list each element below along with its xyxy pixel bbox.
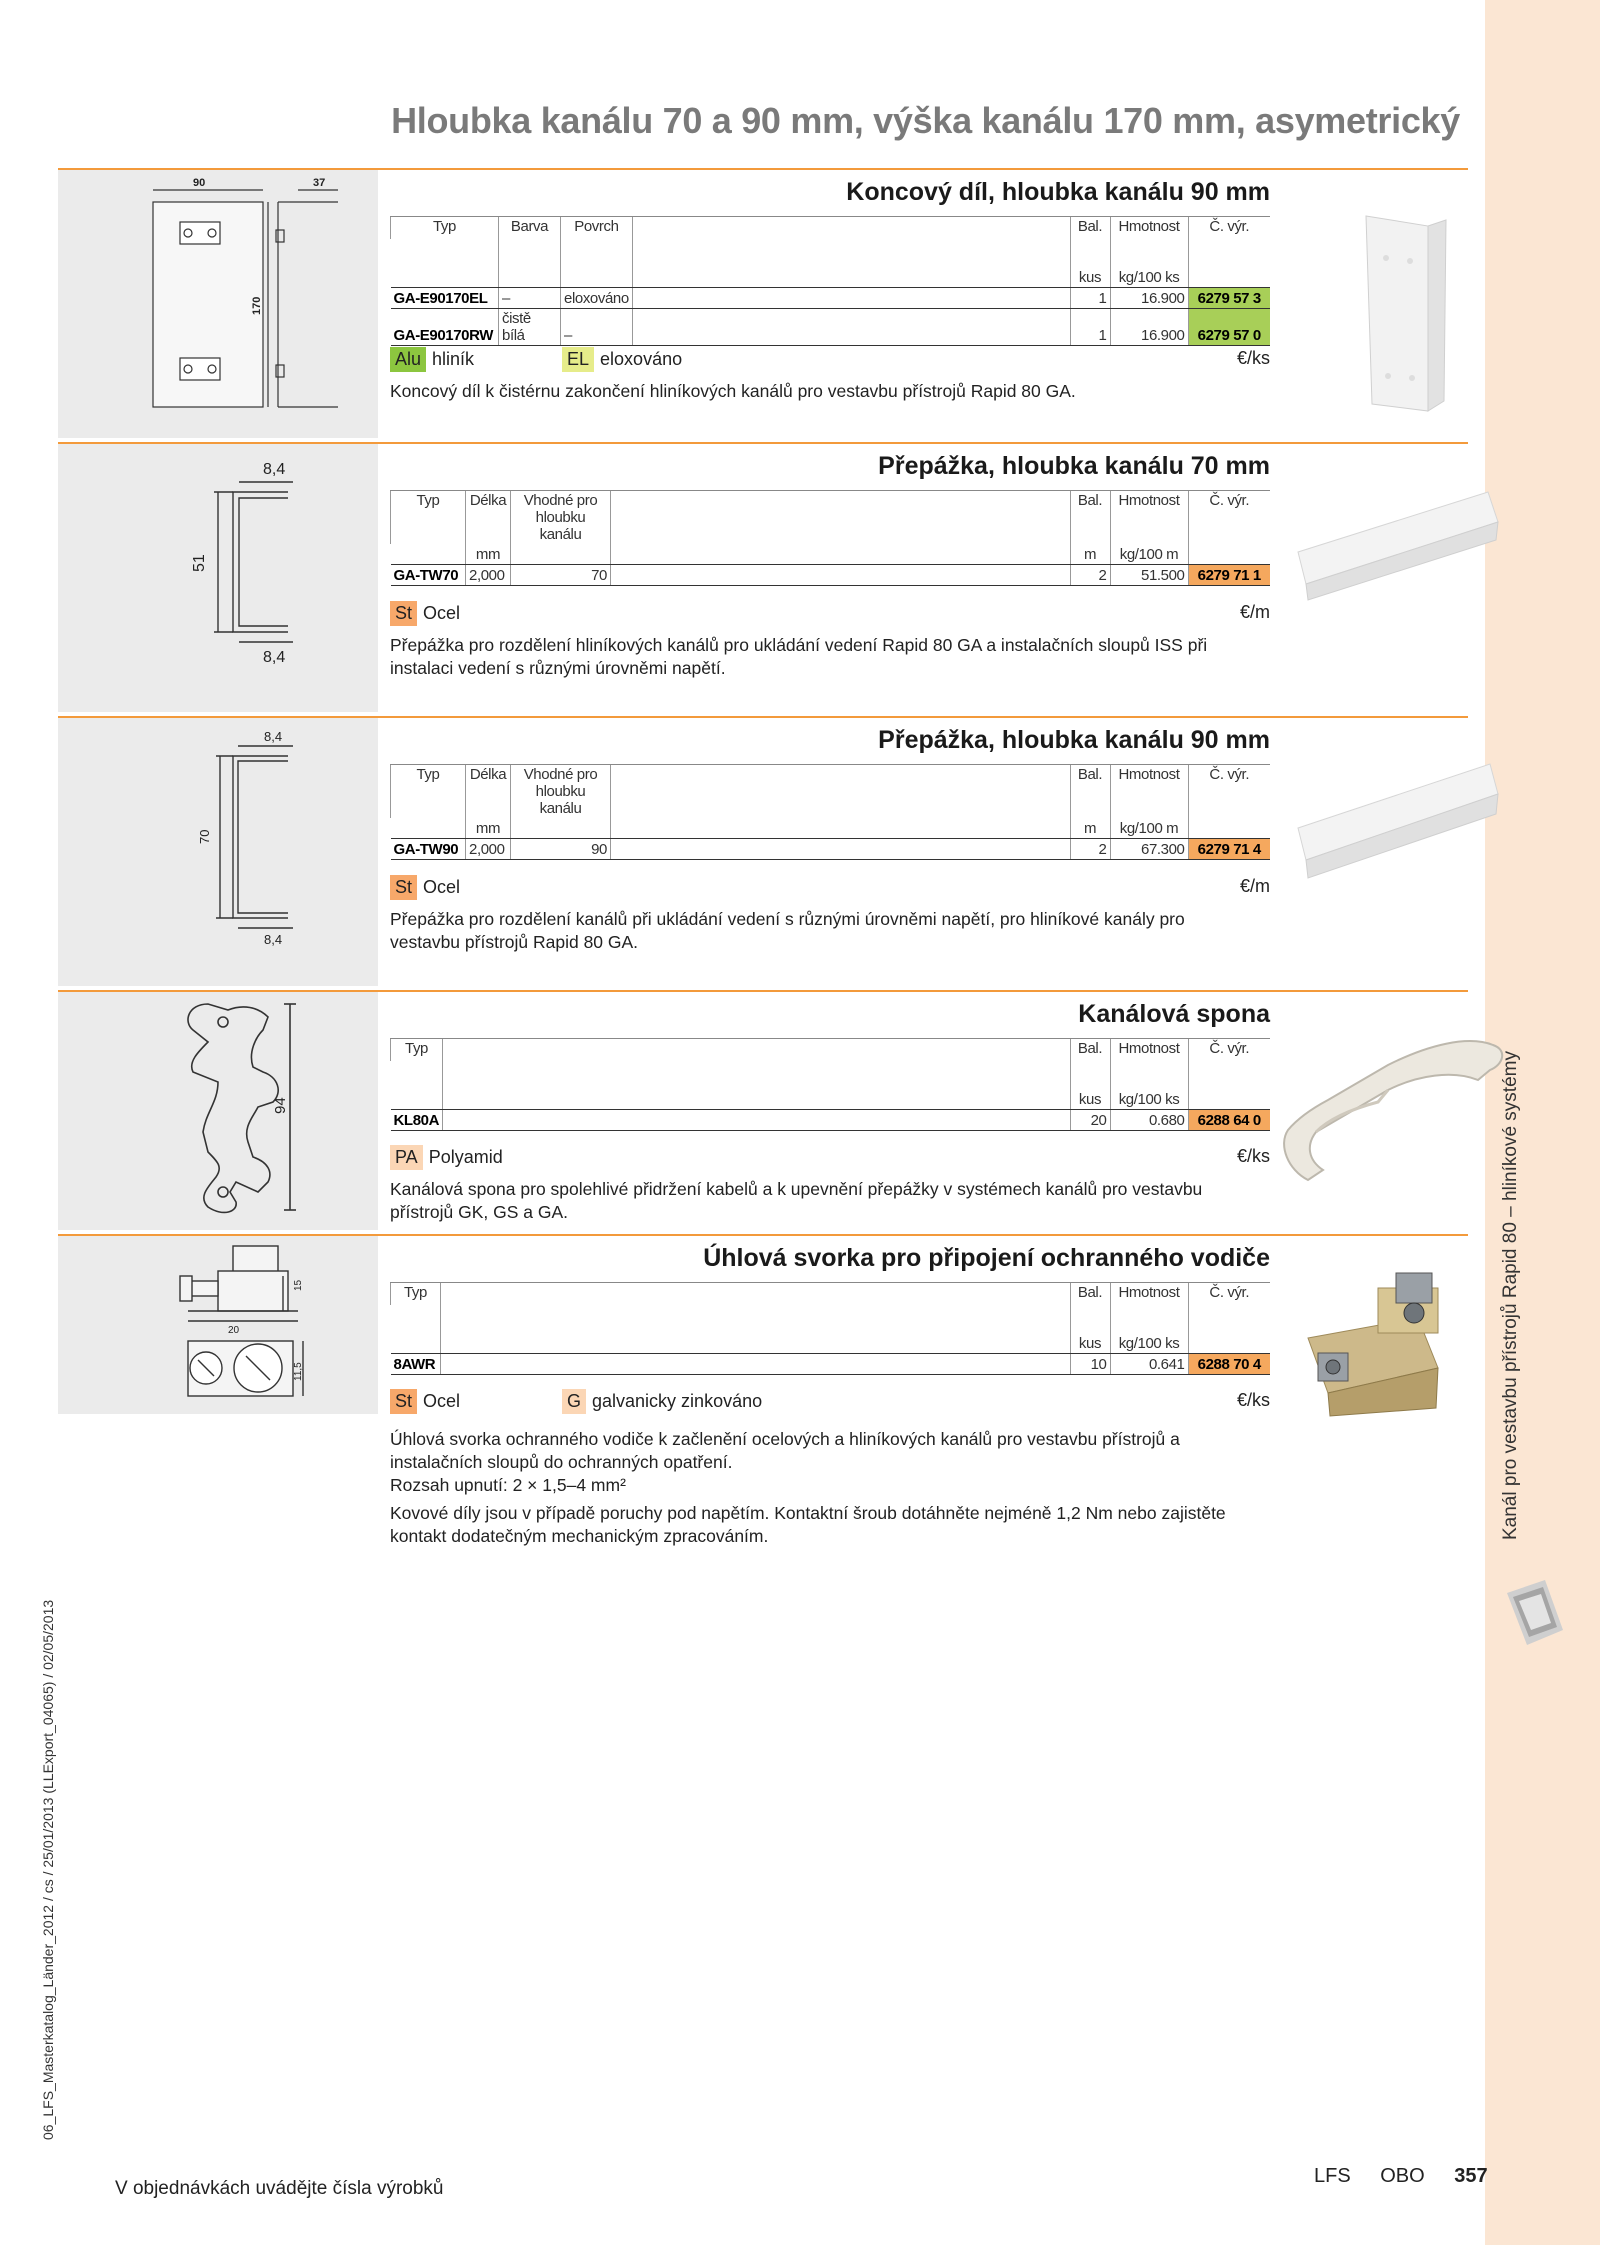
sidebar-channel-thumbnail [1505, 1575, 1565, 1650]
cell-type: 8AWR [391, 1353, 441, 1374]
cell-type: GA-TW70 [391, 564, 466, 585]
section-title: Přepážka, hloubka kanálu 70 mm [878, 452, 1270, 480]
unit-label: m [1070, 544, 1110, 564]
cell-weight: 16.900 [1110, 287, 1188, 308]
col-header: Bal. [1070, 1039, 1110, 1061]
product-description: Přepážka pro rozdělení kanálů při ukládání vedení s různými úrovněmi napětí, pro hliníkové kanály pro vestavbu přístrojů Rapid 80 GA. [390, 909, 1185, 952]
table-row [391, 1353, 1271, 1374]
product-table [390, 217, 1270, 346]
cell-pack: 10 [1070, 1353, 1110, 1374]
col-header: Typ [391, 765, 466, 818]
material-line [390, 1142, 1270, 1172]
cell-weight: 16.900 [1110, 308, 1188, 345]
unit-label: kg/100 ks [1110, 1305, 1188, 1353]
material-item [562, 344, 682, 374]
material-line [390, 872, 1270, 902]
material-label: hliník [432, 348, 475, 369]
cell-pack: 2 [1070, 838, 1110, 859]
cell-type: GA-TW90 [391, 838, 466, 859]
table-row [391, 308, 1271, 345]
technical-drawing [58, 170, 378, 438]
technical-drawing [58, 718, 378, 986]
section-title: Koncový díl, hloubka kanálu 90 mm [846, 178, 1270, 206]
material-item [390, 1386, 460, 1416]
section-title: Přepážka, hloubka kanálu 90 mm [878, 726, 1270, 754]
unit-label: kus [1070, 239, 1110, 287]
col-header: Hmotnost [1110, 1283, 1188, 1305]
material-label: Ocel [423, 602, 461, 623]
unit-label: mm [466, 544, 511, 564]
cell-surface: – [561, 308, 633, 345]
col-header: Bal. [1070, 217, 1110, 239]
product-description: Koncový díl k čistérnu zakončení hliníkových kanálů pro vestavbu přístrojů Rapid 80 GA. [390, 381, 1076, 401]
col-header: Č. výr. [1188, 1283, 1270, 1305]
cell-article-number: 6288 70 4 [1188, 1353, 1270, 1374]
dim-label: 90 [193, 177, 206, 189]
unit-label: kus [1070, 1305, 1110, 1353]
cell-article-number: 6279 57 3 [1188, 287, 1270, 308]
table-header-row [391, 1283, 1271, 1305]
section-earth-clamp [58, 1234, 1468, 1574]
col-header: Barva [499, 217, 561, 239]
material-item [390, 598, 460, 628]
material-code: G [562, 1389, 586, 1414]
price-unit: €/ks [1236, 1146, 1270, 1166]
table-unit-row [391, 1305, 1271, 1353]
price-unit: €/m [1239, 602, 1270, 622]
cell-weight: 67.300 [1110, 838, 1188, 859]
dim-label: 8,4 [264, 729, 283, 744]
table-row [391, 1109, 1271, 1130]
material-item [390, 872, 460, 902]
dim-label: 15 [293, 1279, 304, 1291]
table-row [391, 838, 1271, 859]
cell-pack: 20 [1070, 1109, 1110, 1130]
technical-drawing [58, 992, 378, 1230]
dim-label: 170 [251, 296, 263, 315]
cell-article-number: 6279 57 0 [1188, 308, 1270, 345]
dim-label: 51 [191, 554, 208, 572]
col-header: Typ [391, 1039, 443, 1061]
unit-label: kus [1070, 1061, 1110, 1109]
table-header-row [391, 491, 1271, 544]
col-header: Hmotnost [1110, 217, 1188, 239]
cell-length: 2,000 [466, 564, 511, 585]
cell-type: GA-E90170RW [391, 308, 499, 345]
product-description: Přepážka pro rozdělení hliníkových kanálů pro ukládání vedení Rapid 80 GA a instalačních sloupů ISS při instalaci vedení s různými úrovněmi napětí. [390, 635, 1208, 678]
cell-article-number: 6288 64 0 [1188, 1109, 1270, 1130]
price-unit: €/m [1239, 876, 1270, 896]
material-code: Alu [390, 347, 426, 372]
cell-depth: 70 [511, 564, 611, 585]
table-header-row [391, 217, 1271, 239]
product-photo [1268, 1258, 1528, 1418]
price-unit: €/ks [1236, 348, 1270, 368]
product-photo [1268, 756, 1528, 906]
col-header: Č. výr. [1188, 765, 1270, 818]
product-description: Kanálová spona pro spolehlivé přidržení kabelů a k upevnění přepážky v systémech kanálů pro vestavbu přístrojů GK, GS a GA. [390, 1179, 1203, 1222]
dim-label: 11,5 [293, 1362, 304, 1381]
col-header: Délka [466, 765, 511, 818]
table-unit-row [391, 239, 1271, 287]
product-description-range: Rozsah upnutí: 2 × 1,5–4 mm² [390, 1475, 626, 1495]
section-end-piece [58, 168, 1468, 438]
col-header: Vhodné pro hloubku kanálu [511, 491, 611, 544]
col-header: Hmotnost [1110, 491, 1188, 544]
product-table [390, 1283, 1270, 1375]
col-header: Typ [391, 217, 499, 239]
cell-article-number: 6279 71 4 [1188, 838, 1270, 859]
dim-label: 20 [228, 1325, 240, 1336]
col-header: Bal. [1070, 491, 1110, 544]
page-title: Hloubka kanálu 70 a 90 mm, výška kanálu 170 mm, asymetrický [391, 100, 1460, 141]
cell-surface: eloxováno [561, 287, 633, 308]
cell-weight: 51.500 [1110, 564, 1188, 585]
material-code: St [390, 875, 417, 900]
section-divider-70 [58, 442, 1468, 712]
material-item [390, 1142, 503, 1172]
material-code: PA [390, 1145, 423, 1170]
dim-label: 70 [197, 829, 212, 844]
table-unit-row [391, 544, 1271, 564]
cell-weight: 0.641 [1110, 1353, 1188, 1374]
table-unit-row [391, 818, 1271, 838]
cell-pack: 1 [1070, 287, 1110, 308]
technical-drawing [58, 444, 378, 712]
col-header: Typ [391, 1283, 441, 1305]
unit-label: mm [466, 818, 511, 838]
col-header: Délka [466, 491, 511, 544]
unit-label: kg/100 ks [1110, 239, 1188, 287]
material-label: eloxováno [600, 348, 683, 369]
cell-depth: 90 [511, 838, 611, 859]
product-photo [1268, 206, 1528, 426]
unit-label: kg/100 m [1110, 818, 1188, 838]
table-unit-row [391, 1061, 1271, 1109]
dim-label: 8,4 [263, 461, 286, 478]
sidebar-chapter-label: Kanál pro vestavbu přístrojů Rapid 80 – hliníkové systémy [1500, 1051, 1521, 1540]
unit-label: kg/100 ks [1110, 1061, 1188, 1109]
material-code: St [390, 1389, 417, 1414]
table-row [391, 287, 1271, 308]
product-table [390, 491, 1270, 586]
page-number: 357 [1454, 2165, 1488, 2187]
col-header: Č. výr. [1188, 1039, 1270, 1061]
section-title: Úhlová svorka pro připojení ochranného vodiče [703, 1244, 1270, 1272]
col-header: Bal. [1070, 765, 1110, 818]
unit-label: m [1070, 818, 1110, 838]
material-line [390, 1386, 1270, 1416]
material-line [390, 344, 1270, 374]
col-header: Hmotnost [1110, 765, 1188, 818]
dim-label: 94 [272, 1097, 289, 1114]
material-label: Ocel [423, 1390, 461, 1411]
material-code: EL [562, 347, 594, 372]
footer-order-note: V objednávkách uvádějte čísla výrobků [115, 2178, 444, 2199]
dim-label: 37 [313, 177, 326, 189]
brand-lfs: LFS [1314, 2165, 1351, 2187]
table-header-row [391, 765, 1271, 818]
section-channel-clip [58, 990, 1468, 1230]
section-title: Kanálová spona [1078, 1000, 1270, 1028]
footer-brand [1290, 2165, 1488, 2188]
col-header: Povrch [561, 217, 633, 239]
product-table [390, 1039, 1270, 1131]
cell-type: KL80A [391, 1109, 443, 1130]
price-unit: €/ks [1236, 1390, 1270, 1410]
material-label: Ocel [423, 876, 461, 897]
material-label: galvanicky zinkováno [592, 1390, 763, 1411]
dim-label: 8,4 [264, 932, 283, 947]
col-header: Č. výr. [1188, 217, 1270, 239]
print-metadata: 06_LFS_Masterkatalog_Länder_2012 / cs / 25/01/2013 (LLExport_04065) / 02/05/2013 [40, 1599, 56, 2140]
col-header: Bal. [1070, 1283, 1110, 1305]
cell-color: – [499, 287, 561, 308]
col-header: Vhodné pro hloubku kanálu [511, 765, 611, 818]
col-header: Hmotnost [1110, 1039, 1188, 1061]
table-row [391, 564, 1271, 585]
unit-label: kg/100 m [1110, 544, 1188, 564]
product-table [390, 765, 1270, 860]
material-label: Polyamid [428, 1146, 503, 1167]
table-filler [632, 217, 1070, 239]
section-divider-90 [58, 716, 1468, 986]
material-code: St [390, 601, 417, 626]
material-item [562, 1386, 762, 1416]
cell-length: 2,000 [466, 838, 511, 859]
col-header: Typ [391, 491, 466, 544]
dim-label: 8,4 [263, 649, 286, 666]
brand-obo: OBO [1380, 2165, 1425, 2187]
material-item [390, 344, 474, 374]
col-header: Č. výr. [1188, 491, 1270, 544]
table-header-row [391, 1039, 1271, 1061]
cell-type: GA-E90170EL [391, 287, 499, 308]
product-photo [1268, 482, 1528, 632]
cell-pack: 1 [1070, 308, 1110, 345]
technical-drawing [58, 1236, 378, 1414]
cell-pack: 2 [1070, 564, 1110, 585]
cell-article-number: 6279 71 1 [1188, 564, 1270, 585]
material-line [390, 598, 1270, 628]
product-description-warning: Kovové díly jsou v případě poruchy pod napětím. Kontaktní šroub dotáhněte nejméně 1,2 Nm nebo zajistěte kontakt dodatečným mechanickým zpracováním. [390, 1503, 1226, 1546]
cell-color: čistě bílá [499, 308, 561, 345]
product-description: Úhlová svorka ochranného vodiče k začlenění ocelových a hliníkových kanálů pro vestavbu přístrojů a instalačních sloupů do ochranných opatření. [390, 1429, 1180, 1472]
cell-weight: 0.680 [1110, 1109, 1188, 1130]
product-photo [1268, 1020, 1528, 1220]
